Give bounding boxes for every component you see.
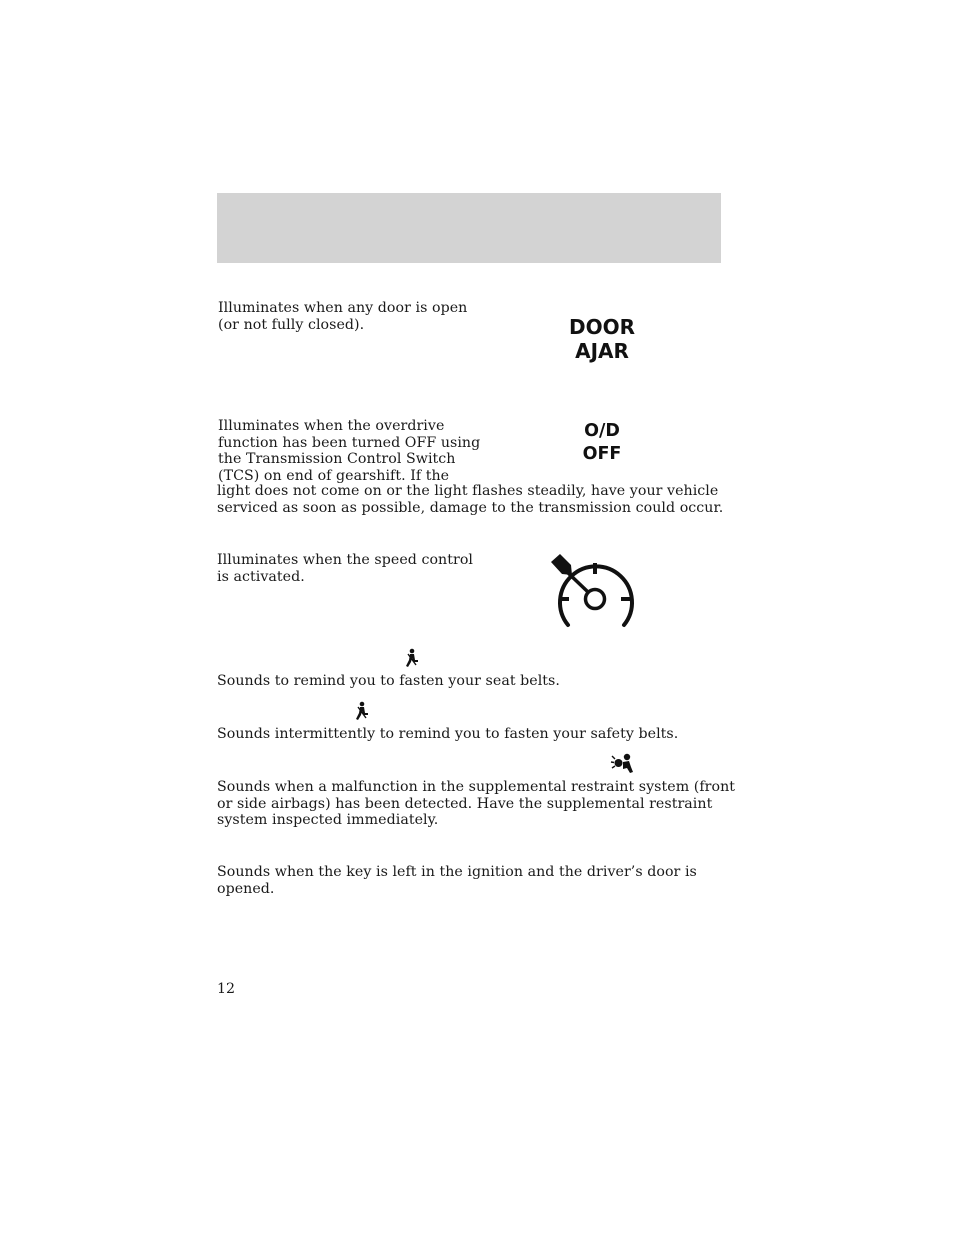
door-ajar-description: Illuminates when any door is open (or not fully closed).: [218, 300, 468, 333]
overdrive-off-lamp: [566, 423, 638, 463]
page-number: 12: [217, 981, 236, 997]
door-ajar-lamp: [556, 317, 648, 361]
overdrive-off-lamp-line2: OFF: [582, 443, 622, 464]
speed-control-description: Illuminates when the speed control is activated.: [217, 552, 473, 585]
seatbelt-chime-description: Sounds to remind you to fasten your seat belts.: [217, 673, 560, 689]
door-ajar-lamp-line2: AJAR: [575, 339, 629, 363]
speed-control-icon: [548, 553, 638, 631]
airbag-chime-description: Sounds when a malfunction in the supplemental restraint system (front or side airbags) has been detected. Have the supplemental restraint system inspected immediately.: [217, 779, 736, 829]
overdrive-off-description: Illuminates when the overdrive function has been turned OFF using the Transmission Control Switch (TCS) on end of gearshift. If the: [218, 418, 481, 484]
airbag-icon: [610, 753, 634, 775]
seatbelt-icon: [402, 648, 420, 668]
seatbelt-icon: [352, 701, 370, 721]
door-ajar-lamp-line1: DOOR: [568, 315, 635, 339]
key-in-ignition-chime-description: Sounds when the key is left in the ignition and the driver’s door is opened.: [217, 864, 697, 897]
section-header-band: [217, 193, 721, 263]
safety-belt-chime-description: Sounds intermittently to remind you to fasten your safety belts.: [217, 726, 679, 742]
overdrive-off-description-continued: light does not come on or the light flashes steadily, have your vehicle serviced as soon as possible, damage to the transmission could occur.: [217, 483, 724, 516]
overdrive-off-lamp-line1: O/D: [584, 421, 620, 441]
